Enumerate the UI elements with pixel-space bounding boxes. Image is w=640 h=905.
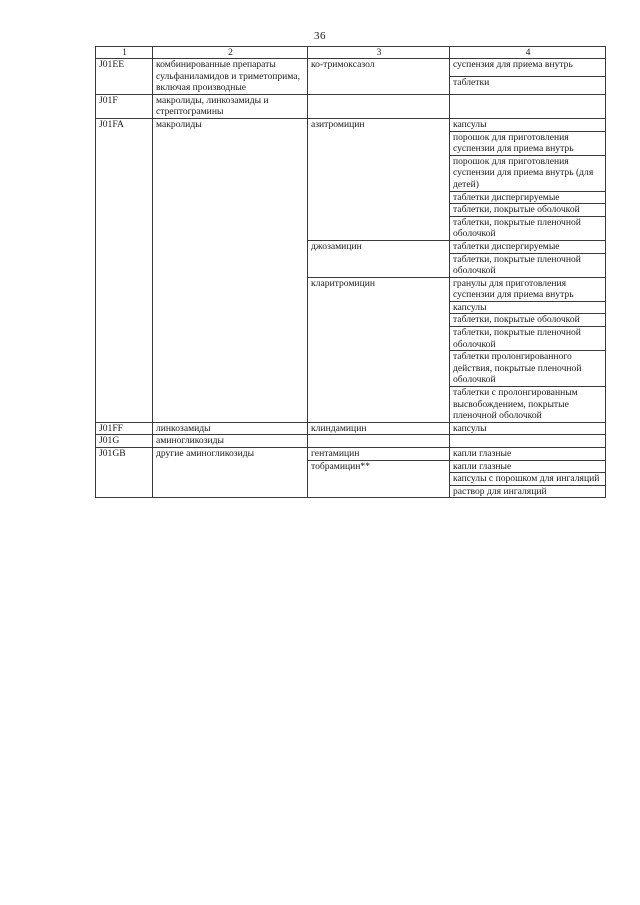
drug-name-cell: джозамицин — [308, 240, 450, 277]
dosage-form-cell: таблетки, покрытые пленочной оболочкой — [450, 253, 606, 277]
group-name-cell: макролиды — [153, 118, 308, 422]
atc-code-cell: J01EE — [96, 59, 153, 95]
header-cell: 1 — [96, 47, 153, 59]
table-body — [96, 59, 606, 498]
dosage-form-cell: капсулы — [450, 118, 606, 131]
page-number: 36 — [314, 30, 326, 42]
dosage-form-cell: таблетки пролонгированного действия, покрытые пленочной оболочкой — [450, 351, 606, 387]
dosage-form-cell: таблетки — [450, 76, 606, 94]
dosage-form-cell: таблетки, покрытые оболочкой — [450, 314, 606, 327]
dosage-form-cell — [450, 435, 606, 448]
dosage-form-cell: гранулы для приготовления суспензии для приема внутрь — [450, 277, 606, 301]
header-cell: 3 — [308, 47, 450, 59]
table-row — [96, 448, 606, 461]
header-cell: 2 — [153, 47, 308, 59]
atc-code-cell: J01FF — [96, 422, 153, 435]
table-row — [96, 118, 606, 131]
dosage-form-cell: таблетки с пролонгированным высвобождением, покрытые пленочной оболочкой — [450, 387, 606, 423]
dosage-form-cell: таблетки, покрытые пленочной оболочкой — [450, 327, 606, 351]
atc-code-cell: J01FA — [96, 118, 153, 422]
table-row — [96, 59, 606, 77]
dosage-form-cell: капли глазные — [450, 448, 606, 461]
drug-name-cell: клиндамицин — [308, 422, 450, 435]
drug-name-cell — [308, 435, 450, 448]
drug-name-cell: азитромицин — [308, 118, 450, 240]
table-row — [96, 94, 606, 118]
table-row — [96, 422, 606, 435]
dosage-form-cell: порошок для приготовления суспензии для приема внутрь (для детей) — [450, 155, 606, 191]
group-name-cell: линкозамиды — [153, 422, 308, 435]
dosage-form-cell: капсулы — [450, 301, 606, 314]
group-name-cell: аминогликозиды — [153, 435, 308, 448]
dosage-form-cell: раствор для ингаляций — [450, 485, 606, 498]
atc-code-cell: J01F — [96, 94, 153, 118]
group-name-cell: другие аминогликозиды — [153, 448, 308, 498]
drug-name-cell: тобрамицин** — [308, 460, 450, 498]
dosage-form-cell: капсулы — [450, 422, 606, 435]
dosage-form-cell: таблетки, покрытые пленочной оболочкой — [450, 216, 606, 240]
dosage-form-cell: таблетки диспергируемые — [450, 240, 606, 253]
dosage-form-cell — [450, 94, 606, 118]
dosage-form-cell: суспензия для приема внутрь — [450, 59, 606, 77]
drug-name-cell — [308, 94, 450, 118]
dosage-form-cell: порошок для приготовления суспензии для приема внутрь — [450, 131, 606, 155]
dosage-form-cell: капли глазные — [450, 460, 606, 473]
group-name-cell: комбинированные препараты сульфаниламидов и триметоприма, включая производные — [153, 59, 308, 95]
drug-name-cell: кларитромицин — [308, 277, 450, 422]
header-cell: 4 — [450, 47, 606, 59]
dosage-form-cell: капсулы с порошком для ингаляций — [450, 473, 606, 486]
atc-code-cell: J01G — [96, 435, 153, 448]
dosage-form-cell: таблетки диспергируемые — [450, 191, 606, 204]
group-name-cell: макролиды, линкозамиды и стрептограмины — [153, 94, 308, 118]
atc-code-cell: J01GB — [96, 448, 153, 498]
dosage-form-cell: таблетки, покрытые оболочкой — [450, 204, 606, 217]
table-header-row — [96, 47, 606, 59]
table-row — [96, 435, 606, 448]
drug-name-cell: ко-тримоксазол — [308, 59, 450, 95]
drug-table — [95, 46, 606, 498]
drug-name-cell: гентамицин — [308, 448, 450, 461]
